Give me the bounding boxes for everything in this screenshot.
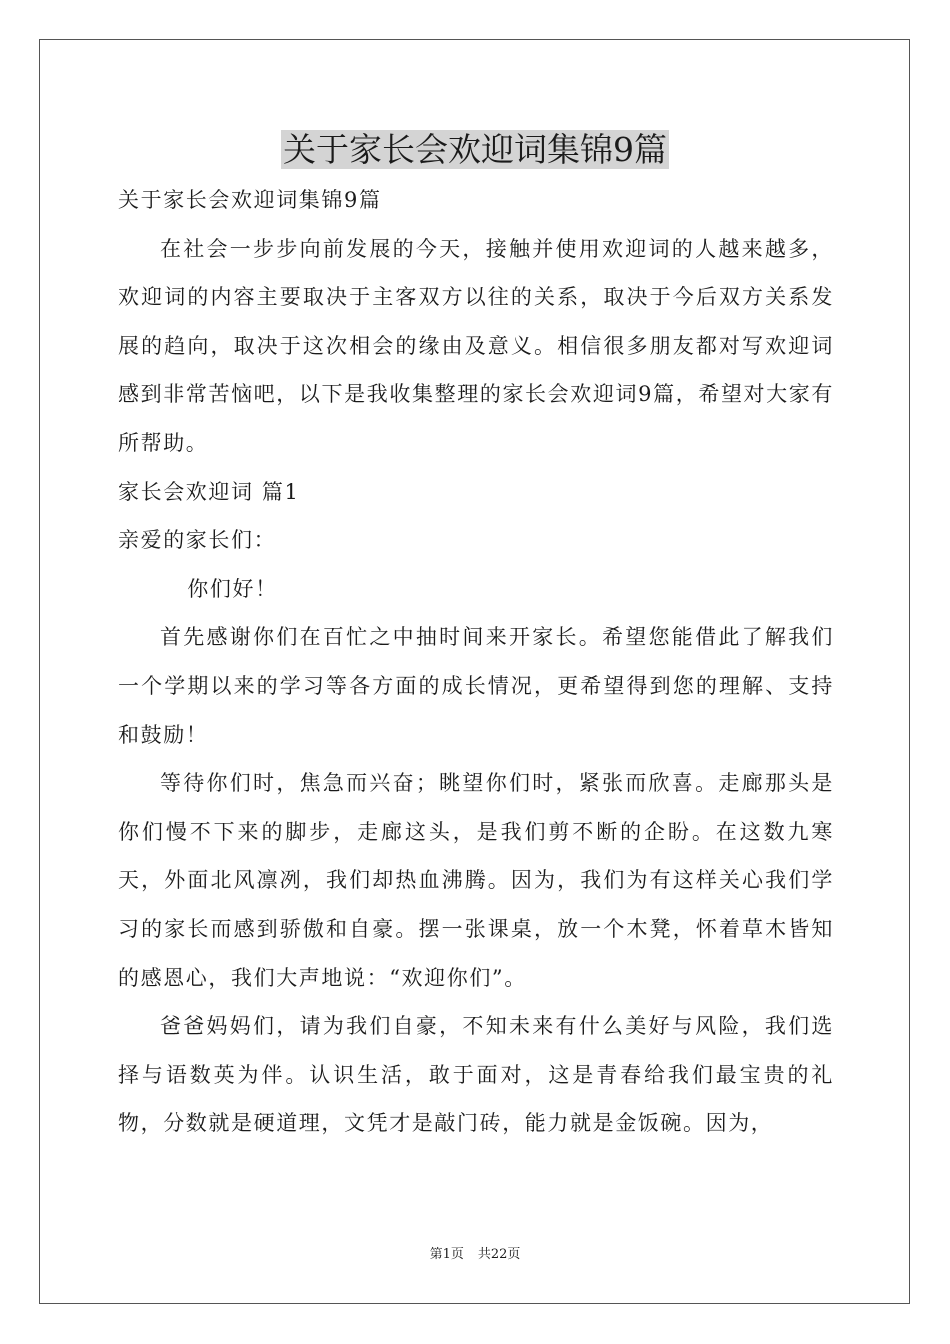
intro-paragraph: 在社会一步步向前发展的今天，接触并使用欢迎词的人越来越多，欢迎词的内容主要取决于主客双方以往的关系，取决于今后双方关系发展的趋向，取决于这次相会的缘由及意义。相信很多朋友都对写欢迎词感到非常苦恼吧，以下是我收集整理的家长会欢迎词9篇，希望对大家有所帮助。 xyxy=(118,236,834,455)
page-number: 第1页 xyxy=(429,1247,464,1262)
section-heading: 家长会欢迎词 篇1 xyxy=(118,479,300,504)
body-paragraph: 首先感谢你们在百忙之中抽时间来开家长。希望您能借此了解我们一个学期以来的学习等各方面的成长情况，更希望得到您的理解、支持和鼓励！ xyxy=(118,625,834,747)
document-title-text: 关于家长会欢迎词集锦9篇 xyxy=(283,130,667,169)
document-body xyxy=(118,176,834,1148)
page-total: 共22页 xyxy=(477,1247,521,1262)
salutation: 亲爱的家长们： xyxy=(118,528,277,553)
subtitle-line: 关于家长会欢迎词集锦9篇 xyxy=(118,188,382,212)
page-footer xyxy=(0,1246,950,1264)
body-paragraph: 爸爸妈妈们，请为我们自豪，不知未来有什么美好与风险，我们选择与语数英为伴。认识生活，敢于面对，这是青春给我们最宝贵的礼物，分数就是硬道理，文凭才是敲门砖，能力就是金饭碗。因为， xyxy=(118,1014,834,1136)
greeting: 你们好！ xyxy=(187,576,278,601)
body-paragraph: 等待你们时，焦急而兴奋；眺望你们时，紧张而欣喜。走廊那头是你们慢不下来的脚步，走廊这头，是我们剪不断的企盼。在这数九寒天，外面北风凛冽，我们却热血沸腾。因为，我们为有这样关心我们学习的家长而感到骄傲和自豪。摆一张课桌，放一个木凳，怀着草木皆知的感恩心，我们大声地说：“欢迎你们”。 xyxy=(118,771,834,990)
document-title xyxy=(0,128,950,172)
